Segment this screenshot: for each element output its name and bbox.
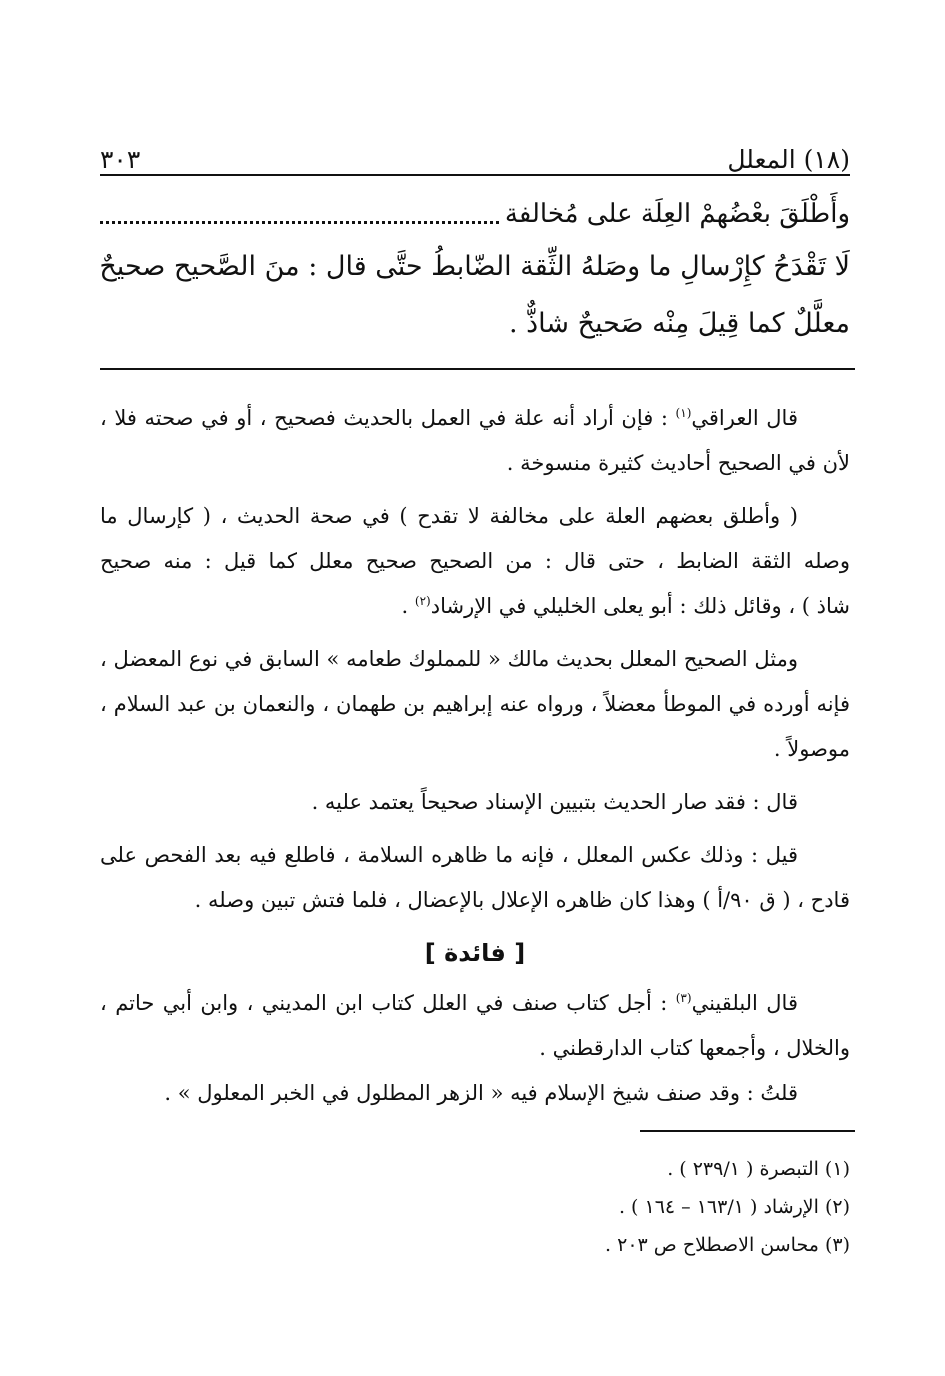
poem-verse — [100, 190, 850, 352]
paragraph-qultu — [100, 1071, 850, 1116]
paragraph-line — [100, 981, 850, 1026]
paragraph-qila — [100, 833, 850, 923]
footnotes — [100, 1150, 850, 1264]
footnote-ref-3: (٣) — [675, 991, 692, 1005]
poem-line-2: لَا تَقْدَحُ كإِرْسالِ ما وصَلهُ الثِّقة الضّابطُ حتَّى قال : منَ الصَّحيح صحيحٌ — [99, 251, 850, 282]
paragraph-khalili — [100, 494, 850, 629]
paragraph-line: ( وأطلق بعضهم العلة على مخالفة لا تقدح ) في صحة الحديث ، ( كإرسال ما — [100, 504, 798, 528]
paragraph-line: والخلال ، وأجمعها كتاب الدارقطني . — [539, 1036, 850, 1060]
footnote-1: (١) التبصرة ( ٢٣٩/١ ) . — [667, 1158, 850, 1180]
section-heading-faida: [ فائدة ] — [424, 939, 526, 967]
poem-divider — [100, 368, 855, 370]
paragraph-bulqini — [100, 981, 850, 1071]
page-number: ٣٠٣ — [100, 145, 141, 174]
paragraph-line: موصولاً . — [773, 737, 850, 761]
paragraph-line — [100, 584, 850, 629]
ellipsis-dots — [100, 221, 499, 224]
paragraph-line: وصله الثقة الضابط ، حتى قال : من الصحيح صحيح معلل كما قيل : منه صحيح — [100, 549, 850, 573]
text-run: : فإن أراد أنه علة في العمل بالحديث فصحيح ، أو في صحته فلا ، — [100, 406, 676, 430]
text-run: شاذ ) ، وقائل ذلك : أبو يعلى الخليلي في الإرشاد — [430, 594, 850, 618]
paragraph-malik — [100, 637, 850, 772]
poem-line-3: معلَّلٌ كما قِيلَ مِنْه صَحيحٌ شاذٌّ . — [508, 308, 850, 339]
paragraph-line: قادح ، ( ق ٩٠/أ ) وهذا كان ظاهره الإعلال بالإعضال ، فلما فتش تبين وصله . — [194, 888, 850, 912]
running-header — [100, 132, 850, 172]
paragraph-qala — [100, 780, 850, 825]
footnote-ref-2: (٢) — [414, 594, 431, 608]
commentary-body — [100, 396, 850, 1116]
text-run: . — [401, 594, 415, 618]
paragraph-line: قال : فقد صار الحديث بتبيين الإسناد صحيحاً يعتمد عليه . — [311, 790, 798, 814]
paragraph-line: لأن في الصحيح أحاديث كثيرة منسوخة . — [506, 451, 850, 475]
footnote-3: (٣) محاسن الاصطلاح ص ٢٠٣ . — [605, 1234, 850, 1256]
header-divider — [100, 174, 850, 176]
footnote-2: (٢) الإرشاد ( ١٦٣/١ – ١٦٤ ) . — [618, 1196, 850, 1218]
poem-line-1-text: وأَطْلَقَ بعْضُهمْ العِلَة على مُخالفة — [504, 199, 850, 229]
paragraph-iraqi — [100, 396, 850, 486]
chapter-title: (١٨) المعلل — [727, 145, 850, 174]
paragraph-line: فإنه أورده في الموطأ معضلاً ، ورواه عنه إبراهيم بن طهمان ، والنعمان بن عبد السلام ، — [100, 692, 850, 716]
footnote-ref-1: (١) — [675, 406, 692, 420]
poem-line-1 — [100, 190, 850, 238]
text-run: : أجل كتاب صنف في العلل كتاب ابن المديني ، وابن أبي حاتم ، — [100, 991, 676, 1015]
footnote-divider — [640, 1130, 855, 1132]
paragraph-line: ومثل الصحيح المعلل بحديث مالك « للمملوك طعامه » السابق في نوع المعضل ، — [100, 647, 798, 671]
text-run: قال البلقيني — [691, 991, 798, 1015]
paragraph-line: قلتُ : وقد صنف شيخ الإسلام فيه « الزهر المطلول في الخبر المعلول » . — [164, 1081, 798, 1105]
text-run: قال العراقي — [691, 406, 798, 430]
paragraph-line — [100, 396, 850, 441]
paragraph-line: قيل : وذلك عكس المعلل ، فإنه ما ظاهره السلامة ، فاطلع فيه بعد الفحص على — [100, 843, 798, 867]
